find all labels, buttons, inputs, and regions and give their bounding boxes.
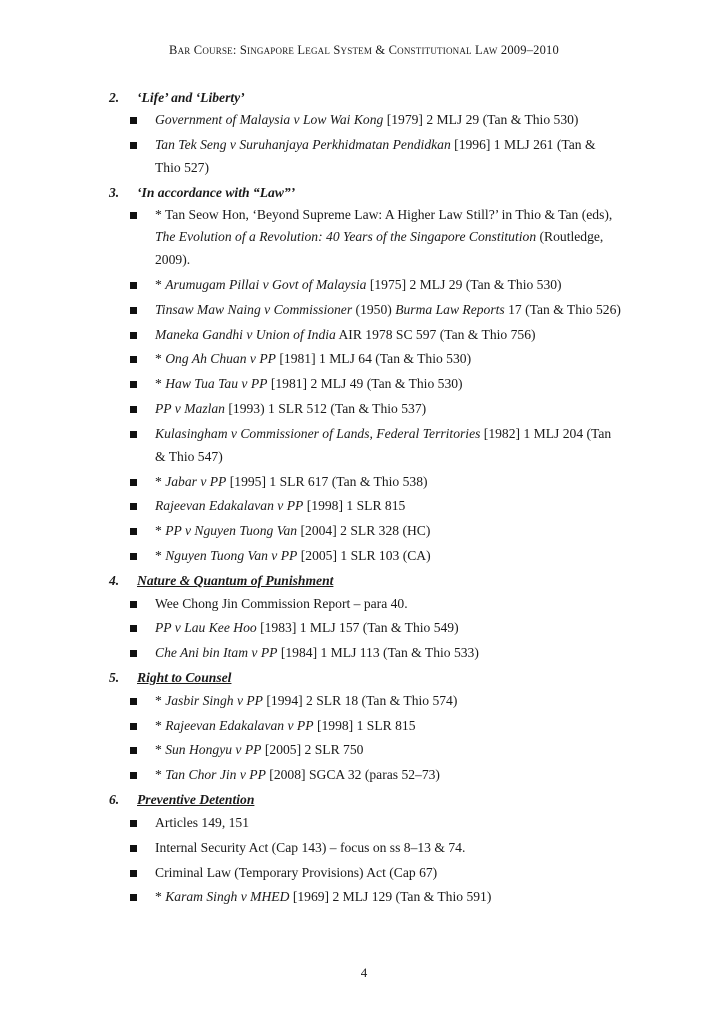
citation-segment: Internal Security Act (Cap 143) – focus on ss 8–13 & 74. <box>155 839 466 855</box>
section-number: 6. <box>109 792 120 808</box>
square-bullet-icon <box>130 845 137 852</box>
case-name: Rajeevan Edakalavan v PP <box>165 717 314 733</box>
section-number: 3. <box>109 184 120 200</box>
case-name: PP v Mazlan <box>155 401 225 417</box>
list-item <box>113 617 623 639</box>
citation-segment: * <box>155 548 166 564</box>
case-name: Sun Hongyu v PP <box>165 742 262 758</box>
case-name: Jasbir Singh v PP <box>165 692 263 708</box>
section-number: 4. <box>109 573 120 589</box>
citation-text <box>155 548 431 563</box>
citation-segment: * <box>155 523 166 539</box>
citation-text <box>155 693 457 708</box>
section-title: Right to Counsel <box>137 670 232 686</box>
citation-segment: [2005] 1 SLR 103 (CA) <box>297 548 431 564</box>
citation-segment: [1993) 1 SLR 512 (Tan & Thio 537) <box>224 401 427 417</box>
citation-segment: [1983] 1 MLJ 157 (Tan & Thio 549) <box>256 620 459 636</box>
list-item <box>113 348 623 370</box>
section-heading <box>109 667 623 689</box>
citation-text <box>155 645 479 660</box>
case-name: Tan Tek Seng v Suruhanjaya Perkhidmatan Pendidkan <box>155 137 451 153</box>
citation-segment: * <box>155 351 166 367</box>
section-heading <box>109 182 623 204</box>
citation-segment: (1950) <box>352 301 396 317</box>
citation-segment: [2004] 2 SLR 328 (HC) <box>297 523 431 539</box>
citation-segment: * <box>155 473 166 489</box>
case-name: Che Ani bin Itam v PP <box>155 645 278 661</box>
square-bullet-icon <box>130 625 137 632</box>
citation-segment: [1996] 1 MLJ 261 (Tan & Thio 527) <box>155 137 596 175</box>
list-item <box>113 764 623 786</box>
list-item <box>113 642 623 664</box>
square-bullet-icon <box>130 650 137 657</box>
section-number: 2. <box>109 90 120 105</box>
list-item <box>113 520 623 542</box>
citation-segment: [1979] 2 MLJ 29 (Tan & Thio 530) <box>383 112 579 128</box>
list-item <box>113 715 623 737</box>
square-bullet-icon <box>130 282 137 289</box>
section-heading <box>109 87 623 109</box>
list-item <box>113 545 623 567</box>
citation-segment: * <box>155 692 166 708</box>
list-item <box>113 274 623 296</box>
case-name: PP v Lau Kee Hoo <box>155 620 257 636</box>
case-name: Rajeevan Edakalavan v PP <box>155 498 304 514</box>
citation-segment: * <box>155 889 166 905</box>
citation-segment: [1981] 2 MLJ 49 (Tan & Thio 530) <box>267 376 463 392</box>
page-number: 4 <box>360 965 368 980</box>
citation-text <box>155 889 491 904</box>
citation-segment: * <box>155 376 166 392</box>
list-item <box>113 690 623 712</box>
citation-text <box>155 474 428 489</box>
citation-segment: [1998] 1 SLR 815 <box>313 717 416 733</box>
citation-segment: Wee Chong Jin Commission Report – para 40. <box>155 595 408 611</box>
citation-segment: [1981] 1 MLJ 64 (Tan & Thio 530) <box>275 351 472 367</box>
citation-segment: [2008] SGCA 32 (paras 52–73) <box>265 767 440 783</box>
list-item <box>113 109 623 131</box>
citation-text <box>155 327 536 342</box>
citation-text <box>155 718 416 733</box>
section-title: ‘Life’ and ‘Liberty’ <box>137 90 245 105</box>
square-bullet-icon <box>130 747 137 754</box>
square-bullet-icon <box>130 870 137 877</box>
case-name: Burma Law Reports <box>395 301 505 317</box>
citation-segment: 17 (Tan & Thio 526) <box>504 301 621 317</box>
square-bullet-icon <box>130 117 137 124</box>
square-bullet-icon <box>130 601 137 608</box>
list-item <box>113 886 623 908</box>
section-title: ‘In accordance with “Law”’ <box>137 184 296 200</box>
square-bullet-icon <box>130 772 137 779</box>
case-name: PP v Nguyen Tuong Van <box>165 523 298 539</box>
list-item <box>113 812 623 834</box>
section-heading <box>109 789 623 811</box>
citation-segment: [1982] 1 MLJ 204 (Tan & Thio 547) <box>155 426 612 464</box>
citation-segment: (Routledge, 2009). <box>155 229 604 267</box>
square-bullet-icon <box>130 142 137 149</box>
citation-text <box>155 523 430 538</box>
citation-segment: [1975] 2 MLJ 29 (Tan & Thio 530) <box>366 276 562 292</box>
reading-list <box>109 87 623 911</box>
case-name: The Evolution of a Revolution: 40 Years of the Singapore Constitution <box>155 229 537 245</box>
citation-segment: * Tan Seow Hon, ‘Beyond Supreme Law: A Higher Law Still?’ in Thio & Tan (eds), <box>155 207 613 223</box>
list-item <box>113 373 623 395</box>
list-item <box>113 324 623 346</box>
citation-segment: [1994] 2 SLR 18 (Tan & Thio 574) <box>263 692 458 708</box>
section-heading <box>109 570 623 592</box>
citation-text <box>155 620 459 635</box>
case-name: Haw Tua Tau v PP <box>165 376 268 392</box>
square-bullet-icon <box>130 528 137 535</box>
section-title: Preventive Detention <box>137 792 255 808</box>
list-item <box>113 204 623 271</box>
case-name: Arumugam Pillai v Govt of Malaysia <box>165 276 367 292</box>
citation-text <box>155 767 440 782</box>
list-item <box>113 495 623 517</box>
list-item <box>113 423 623 468</box>
square-bullet-icon <box>130 431 137 438</box>
citation-text <box>155 376 463 391</box>
citation-segment: [1969] 2 MLJ 129 (Tan & Thio 591) <box>289 889 492 905</box>
citation-text <box>155 865 437 880</box>
list-item <box>113 471 623 493</box>
case-name: Kulasingham v Commissioner of Lands, Federal Territories <box>155 426 481 442</box>
square-bullet-icon <box>130 406 137 413</box>
page-header: Bar Course: Singapore Legal System & Constitutional Law 2009–2010 <box>169 43 559 57</box>
citation-segment: * <box>155 276 166 292</box>
square-bullet-icon <box>130 212 137 219</box>
citation-text <box>155 137 596 174</box>
citation-segment: AIR 1978 SC 597 (Tan & Thio 756) <box>335 326 536 342</box>
list-item <box>113 398 623 420</box>
citation-segment: [1984] 1 MLJ 113 (Tan & Thio 533) <box>277 645 479 661</box>
square-bullet-icon <box>130 503 137 510</box>
case-name: Nguyen Tuong Van v PP <box>165 548 298 564</box>
square-bullet-icon <box>130 332 137 339</box>
citation-text <box>155 207 612 267</box>
square-bullet-icon <box>130 894 137 901</box>
citation-segment: [1998] 1 SLR 815 <box>303 498 406 514</box>
citation-text <box>155 112 578 127</box>
citation-text <box>155 302 621 317</box>
square-bullet-icon <box>130 479 137 486</box>
citation-text <box>155 426 611 463</box>
section-title: Nature & Quantum of Punishment <box>137 573 334 589</box>
list-item <box>113 837 623 859</box>
square-bullet-icon <box>130 381 137 388</box>
square-bullet-icon <box>130 356 137 363</box>
citation-text <box>155 815 249 830</box>
citation-segment: * <box>155 717 166 733</box>
citation-segment: [2005] 2 SLR 750 <box>261 742 364 758</box>
citation-text <box>155 742 363 757</box>
square-bullet-icon <box>130 553 137 560</box>
citation-text <box>155 277 562 292</box>
case-name: Tan Chor Jin v PP <box>165 767 266 783</box>
case-name: Tinsaw Maw Naing v Commissioner <box>155 301 353 317</box>
list-item <box>113 299 623 321</box>
citation-segment: Criminal Law (Temporary Provisions) Act (Cap 67) <box>155 864 438 880</box>
case-name: Ong Ah Chuan v PP <box>165 351 276 367</box>
citation-segment: [1995] 1 SLR 617 (Tan & Thio 538) <box>226 473 428 489</box>
citation-text <box>155 596 408 611</box>
list-item <box>113 593 623 615</box>
square-bullet-icon <box>130 723 137 730</box>
case-name: Jabar v PP <box>165 473 227 489</box>
case-name: Government of Malaysia v Low Wai Kong <box>155 112 384 128</box>
citation-segment: * <box>155 767 166 783</box>
citation-segment: Articles 149, 151 <box>155 814 250 830</box>
citation-text <box>155 401 426 416</box>
citation-text <box>155 498 405 513</box>
square-bullet-icon <box>130 820 137 827</box>
square-bullet-icon <box>130 307 137 314</box>
citation-segment: * <box>155 742 166 758</box>
section-number: 5. <box>109 670 120 686</box>
case-name: Karam Singh v MHED <box>165 889 290 905</box>
list-item <box>113 739 623 761</box>
square-bullet-icon <box>130 698 137 705</box>
citation-text <box>155 351 471 366</box>
list-item <box>113 134 623 179</box>
citation-text <box>155 840 465 855</box>
case-name: Maneka Gandhi v Union of India <box>155 326 336 342</box>
list-item <box>113 862 623 884</box>
